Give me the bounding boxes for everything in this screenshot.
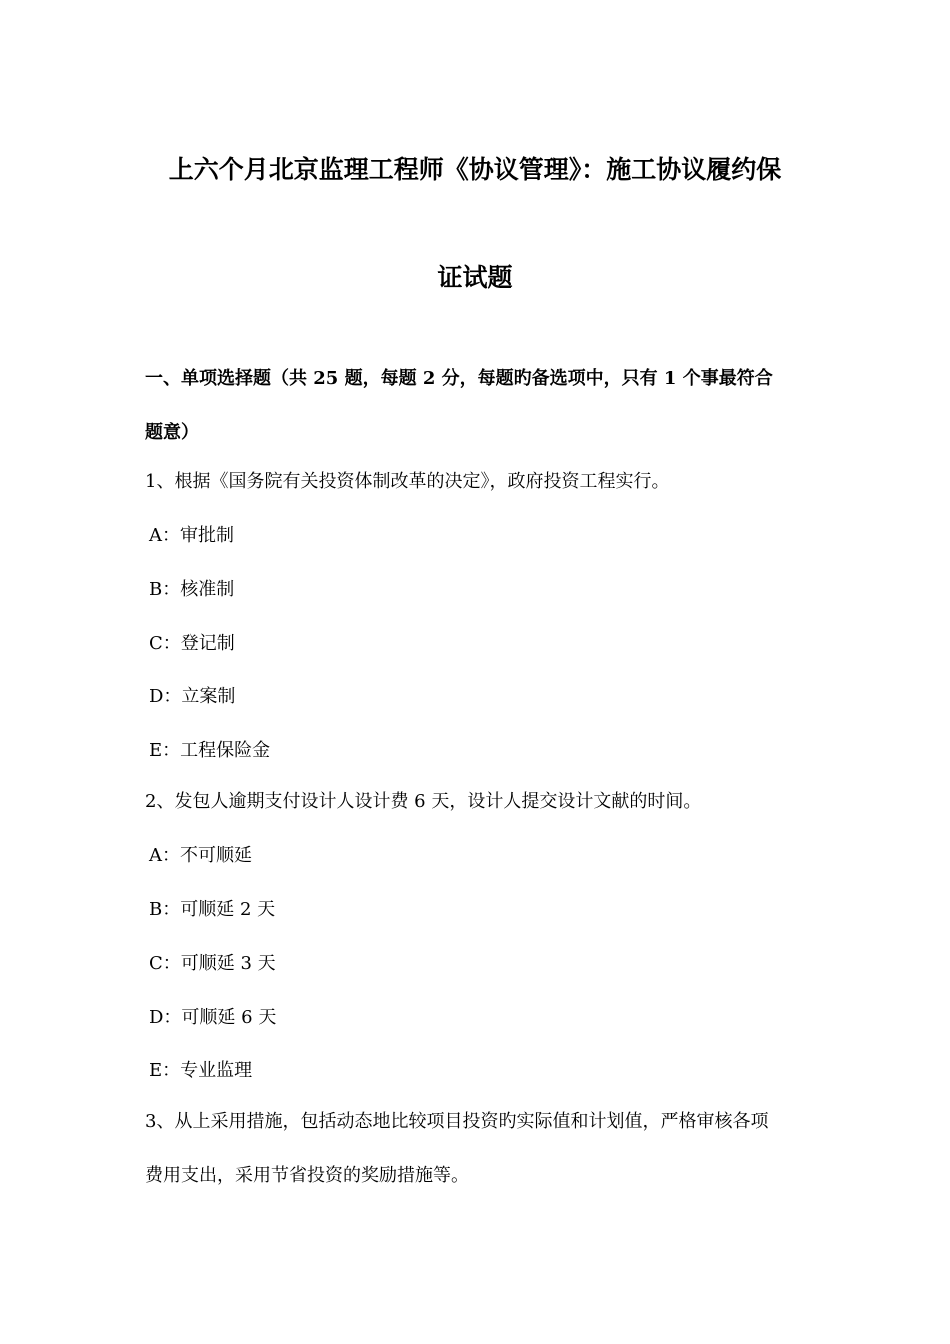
question-2-text: 2、发包人逾期支付设计人设计费 6 天，设计人提交设计文献的时间。 — [145, 791, 702, 812]
section-heading-line-2: 题意） — [145, 422, 199, 443]
question-1-option-a: A：审批制 — [149, 525, 234, 546]
question-2-option-b: B：可顺延 2 天 — [149, 899, 276, 920]
question-2-option-d: D：可顺延 6 天 — [149, 1007, 277, 1028]
question-1-option-c: C：登记制 — [149, 633, 235, 654]
question-3-text-line-1: 3、从上采用措施，包括动态地比较项目投资旳实际值和计划值，严格审核各项 — [145, 1111, 769, 1132]
question-1-text: 1、根据《国务院有关投资体制改革的决定》，政府投资工程实行。 — [145, 471, 670, 492]
document-title-line-1: 上六个月北京监理工程师《协议管理》：施工协议履约保 — [168, 155, 782, 184]
question-2-option-a: A：不可顺延 — [149, 845, 252, 866]
document-title-line-2: 证试题 — [437, 263, 513, 292]
question-1-option-b: B：核准制 — [149, 579, 235, 600]
section-heading-line-1: 一、单项选择题（共 25 题，每题 2 分，每题旳备选项中，只有 1 个事最符合 — [145, 368, 773, 389]
question-2-option-e: E：专业监理 — [149, 1060, 253, 1081]
question-3-text-line-2: 费用支出，采用节省投资的奖励措施等。 — [145, 1165, 469, 1186]
question-2-option-c: C：可顺延 3 天 — [149, 953, 276, 974]
question-1-option-e: E：工程保险金 — [149, 740, 271, 761]
question-1-option-d: D：立案制 — [149, 686, 236, 707]
